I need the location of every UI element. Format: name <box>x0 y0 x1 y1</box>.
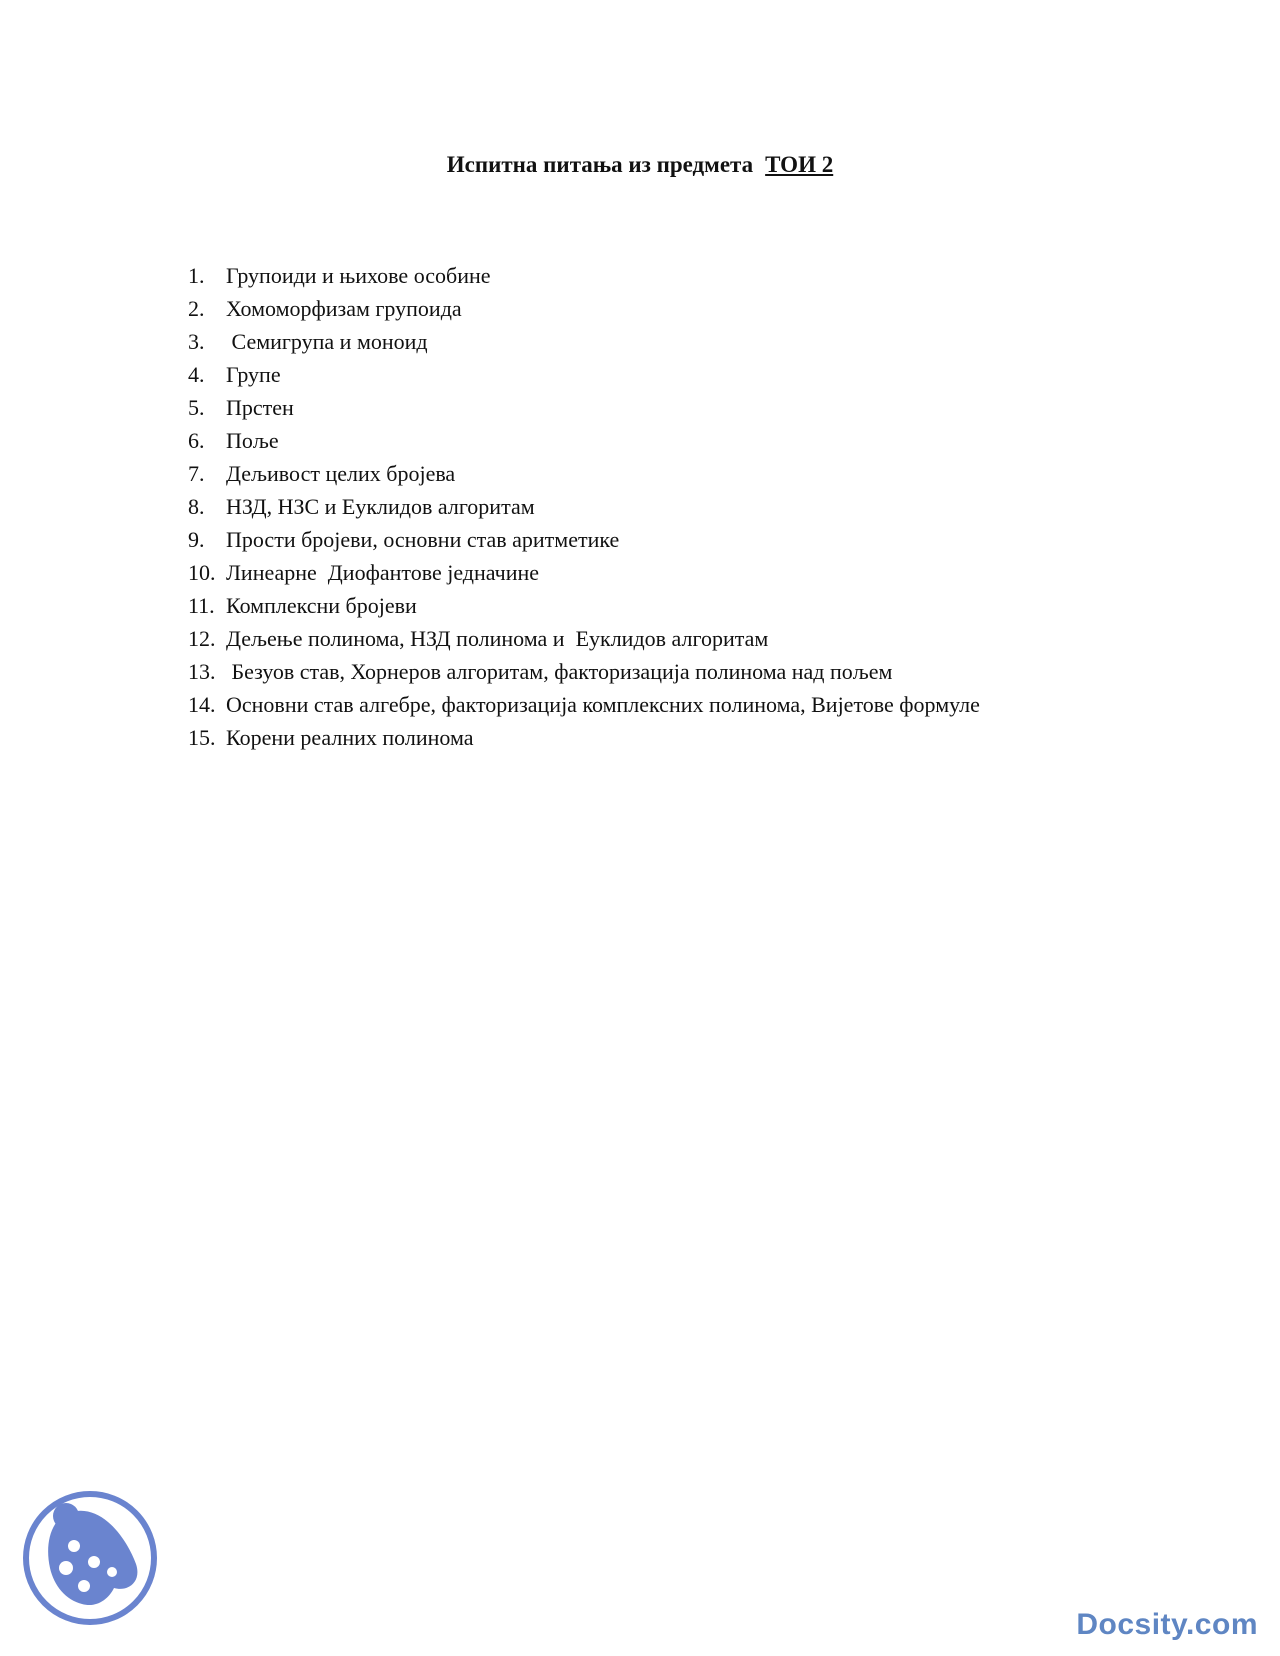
question-item <box>188 358 1188 391</box>
question-text: Прости бројеви, основни став аритметике <box>226 527 620 552</box>
title-subject: ТОИ 2 <box>765 152 834 177</box>
question-number: 7. <box>188 461 205 486</box>
docsity-brand-text: Docsity.com <box>1076 1608 1258 1641</box>
question-item <box>188 523 1188 556</box>
question-item <box>188 490 1188 523</box>
question-item <box>188 589 1188 622</box>
question-item <box>188 655 1188 688</box>
question-item <box>188 721 1188 754</box>
docsity-logo-icon <box>20 1488 160 1628</box>
question-number: 10. <box>188 560 216 585</box>
question-text: Групе <box>226 362 281 387</box>
question-text: Корени реалних полинома <box>226 725 474 750</box>
question-number: 2. <box>188 296 205 321</box>
question-number: 12. <box>188 626 216 651</box>
question-item <box>188 556 1188 589</box>
question-text: НЗД, НЗС и Еуклидов алгоритам <box>226 494 535 519</box>
question-text: Линеарне Диофантове једначине <box>226 560 540 585</box>
question-text: Безуов став, Хорнеров алгоритам, факторизација полинома над пољем <box>226 659 893 684</box>
title-prefix: Испитна питања из предмета <box>446 152 754 177</box>
question-item <box>188 622 1188 655</box>
question-number: 13. <box>188 659 216 684</box>
question-number: 15. <box>188 725 216 750</box>
question-item <box>188 325 1188 358</box>
question-number: 14. <box>188 692 216 717</box>
question-number: 1. <box>188 263 205 288</box>
question-number: 9. <box>188 527 205 552</box>
question-text: Основни став алгебре, факторизација комплексних полинома, Вијетове формуле <box>226 692 980 717</box>
question-text: Хомоморфизам групоида <box>226 296 462 321</box>
question-number: 11. <box>188 593 215 618</box>
question-text: Прстен <box>226 395 294 420</box>
question-text: Семигрупа и моноид <box>226 329 428 354</box>
question-number: 3. <box>188 329 205 354</box>
question-list <box>188 259 1188 754</box>
question-number: 6. <box>188 428 205 453</box>
question-number: 5. <box>188 395 205 420</box>
question-item <box>188 424 1188 457</box>
question-item <box>188 292 1188 325</box>
question-item <box>188 259 1188 292</box>
question-number: 8. <box>188 494 205 519</box>
question-text: Групоиди и њихове особине <box>226 263 491 288</box>
question-text: Дељивост целих бројева <box>226 461 456 486</box>
question-item <box>188 457 1188 490</box>
question-number: 4. <box>188 362 205 387</box>
question-item <box>188 688 1188 721</box>
question-text: Поље <box>226 428 279 453</box>
question-text: Комплексни бројеви <box>226 593 417 618</box>
question-text: Дељење полинома, НЗД полинома и Еуклидов алгоритам <box>226 626 769 651</box>
document-title <box>0 150 1280 180</box>
question-item <box>188 391 1188 424</box>
